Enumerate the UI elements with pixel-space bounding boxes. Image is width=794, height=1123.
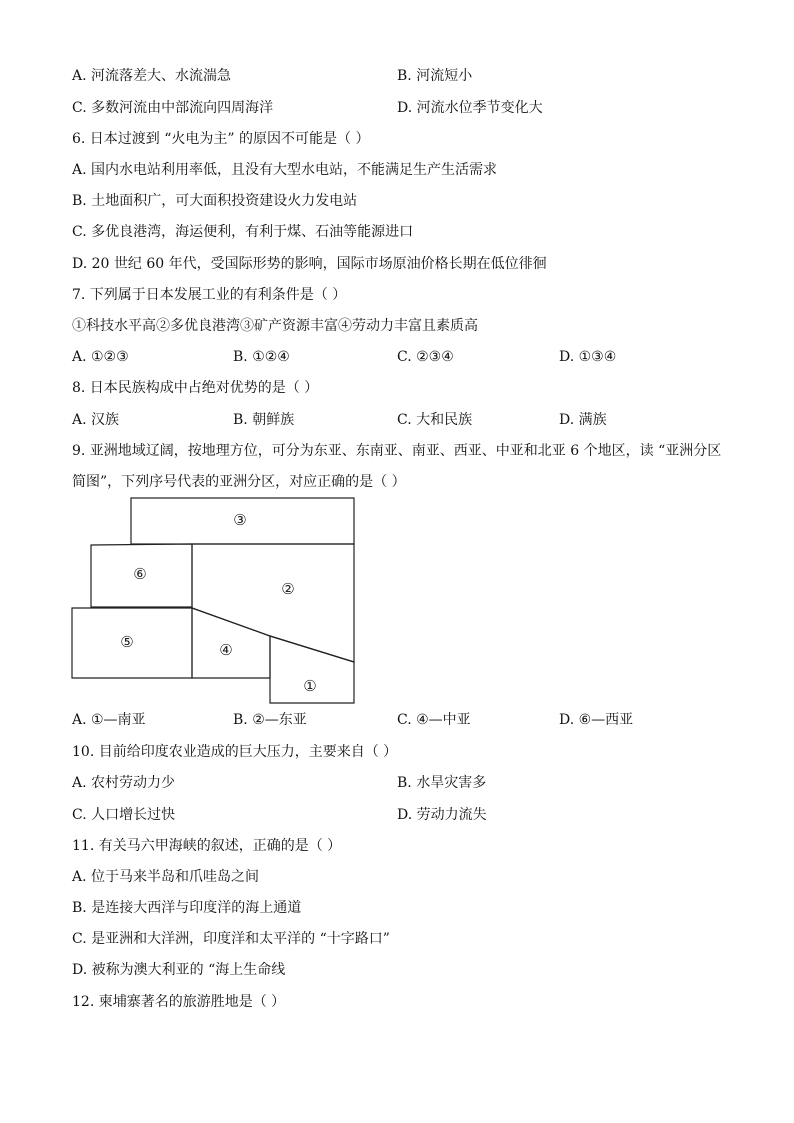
q9-option-b: B. ②—东亚 [233,712,307,728]
asia-regions-sketch-map [70,496,358,706]
map-label-6: ⑥ [133,565,147,583]
q7-option-d: D. ①③④ [559,349,617,365]
q7-option-c: C. ②③④ [397,349,454,365]
q7-option-b: B. ①②④ [233,349,290,365]
q8-option-c: C. 大和民族 [397,412,473,428]
q9-stem-line2: 简图”，下列序号代表的亚洲分区，对应正确的是（ ） [72,474,406,490]
q6-option-d: D. 20 世纪 60 年代，受国际形势的影响，国际市场原油价格长期在低位徘徊 [72,256,547,272]
q10-option-c: C. 人口增长过快 [72,807,176,823]
q6-stem: 6. 日本过渡到 “火电为主” 的原因不可能是（ ） [72,131,370,147]
q9-option-c: C. ④—中亚 [397,712,471,728]
map-label-1: ① [303,677,317,695]
q11-option-b: B. 是连接大西洋与印度洋的海上通道 [72,900,302,916]
q8-option-d: D. 满族 [559,412,607,428]
q6-option-a: A. 国内水电站利用率低，且没有大型水电站，不能满足生产生活需求 [72,162,498,178]
q7-option-a: A. ①②③ [72,349,129,365]
q10-stem: 10. 目前给印度农业造成的巨大压力，主要来自（ ） [72,744,398,760]
q6-option-b: B. 土地面积广，可大面积投资建设火力发电站 [72,193,358,209]
q10-option-d: D. 劳动力流失 [397,807,487,823]
q7-stem: 7. 下列属于日本发展工业的有利条件是（ ） [72,287,347,303]
q8-option-a: A. 汉族 [72,412,120,428]
q5-option-b: B. 河流短小 [397,68,473,84]
q6-option-c: C. 多优良港湾，海运便利，有利于煤、石油等能源进口 [72,224,414,240]
q11-option-c: C. 是亚洲和大洋洲，印度洋和太平洋的 “十字路口” [72,931,390,947]
map-label-2: ② [281,580,295,598]
q8-option-b: B. 朝鲜族 [233,412,295,428]
q5-option-c: C. 多数河流由中部流向四周海洋 [72,100,274,116]
q11-stem: 11. 有关马六甲海峡的叙述，正确的是（ ） [72,838,342,854]
map-label-3: ③ [233,511,247,529]
q11-option-d: D. 被称为澳大利亚的 “海上生命线 [72,962,286,978]
q9-option-a: A. ①—南亚 [72,712,146,728]
q7-conditions: ①科技水平高②多优良港湾③矿产资源丰富④劳动力丰富且素质高 [72,318,478,334]
q5-option-a: A. 河流落差大、水流湍急 [72,68,232,84]
q12-stem: 12. 柬埔寨著名的旅游胜地是（ ） [72,994,286,1010]
q11-option-a: A. 位于马来半岛和爪哇岛之间 [72,869,260,885]
q5-option-d: D. 河流水位季节变化大 [397,100,543,116]
q10-option-a: A. 农村劳动力少 [72,775,176,791]
q9-option-d: D. ⑥—西亚 [559,712,634,728]
map-label-4: ④ [219,641,233,659]
region-2-shape [192,544,354,662]
map-label-5: ⑤ [120,633,134,651]
q8-stem: 8. 日本民族构成中占绝对优势的是（ ） [72,380,319,396]
q9-stem-line1: 9. 亚洲地域辽阔，按地理方位，可分为东亚、东南亚、南亚、西亚、中亚和北亚 6 个地区，读 “亚洲分区 [72,443,722,459]
asia-regions-diagram [70,496,358,706]
q10-option-b: B. 水旱灾害多 [397,775,487,791]
